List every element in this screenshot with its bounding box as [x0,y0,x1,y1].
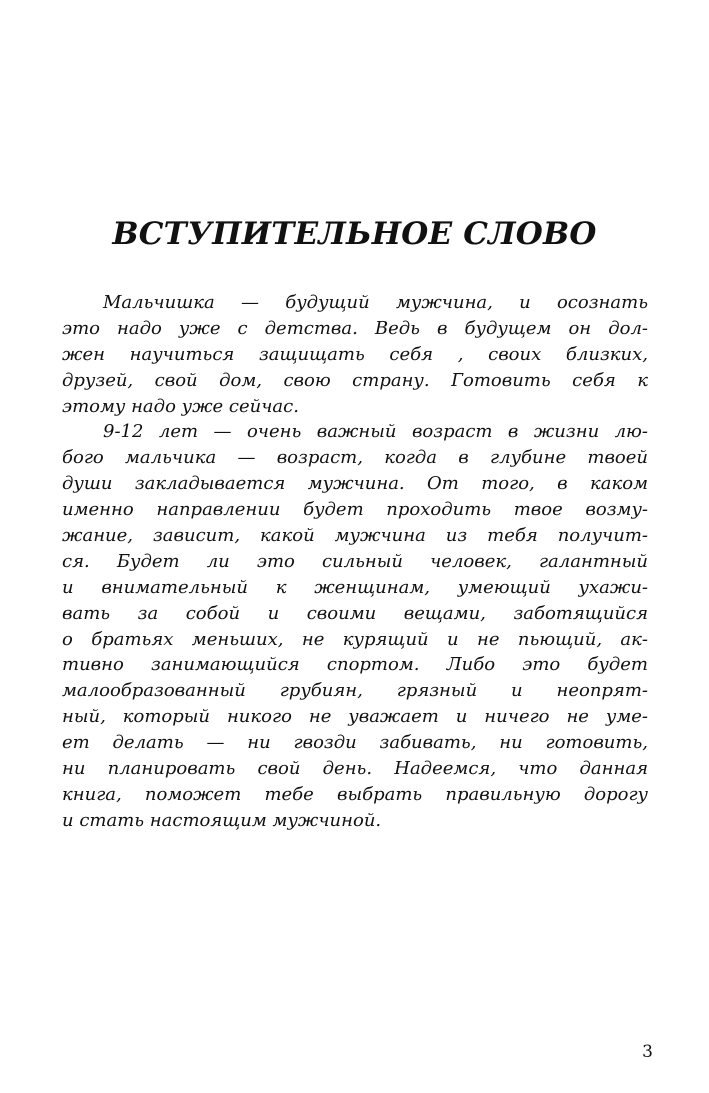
page-title: ВСТУПИТЕЛЬНОЕ СЛОВО [112,216,597,252]
text-line: 9-12 лет — очень важный возраст в жизни лю- [103,421,648,443]
text-line: это надо уже с детства. Ведь в будущем он дол- [62,317,648,339]
text-line: души закладывается мужчина. От того, в каком [62,473,648,495]
page-number: 3 [642,1042,653,1062]
text-line: этому надо уже сейчас. [62,395,299,417]
text-line: ет делать — ни гвозди забивать, ни готовить, [62,732,648,754]
text-line: бого мальчика — возраст, когда в глубине твоей [62,447,648,469]
text-line: книга, поможет тебе выбрать правильную дорогу [62,783,648,805]
text-line: вать за собой и своими вещами, заботящийся [62,602,648,624]
text-line: тивно занимающийся спортом. Либо это будет [62,654,648,676]
text-line: ни планировать свой день. Надеемся, что данная [62,758,648,780]
text-line: Мальчишка — будущий мужчина, и осознать [103,292,648,313]
text-line: жание, зависит, какой мужчина из тебя получит- [62,525,648,547]
text-line: ный, который никого не уважает и ничего не уме- [62,706,648,728]
paragraph [62,419,648,833]
text-line: малообразованный грубиян, грязный и неопрят- [62,680,648,702]
text-line: именно направлении будет проходить твое возму- [62,499,648,521]
text-line: и внимательный к женщинам, умеющий ухажи- [62,576,648,598]
text-line: и стать настоящим мужчиной. [62,809,382,831]
paragraph [62,290,648,419]
text-line: жен научиться защищать себя , своих близких, [62,343,648,365]
text-line: друзей, свой дом, свою страну. Готовить себя к [62,369,648,391]
body-text [62,290,648,834]
text-line: о братьях меньших, не курящий и не пьющий, ак- [62,628,648,650]
text-line: ся. Будет ли это сильный человек, галантный [62,550,648,572]
